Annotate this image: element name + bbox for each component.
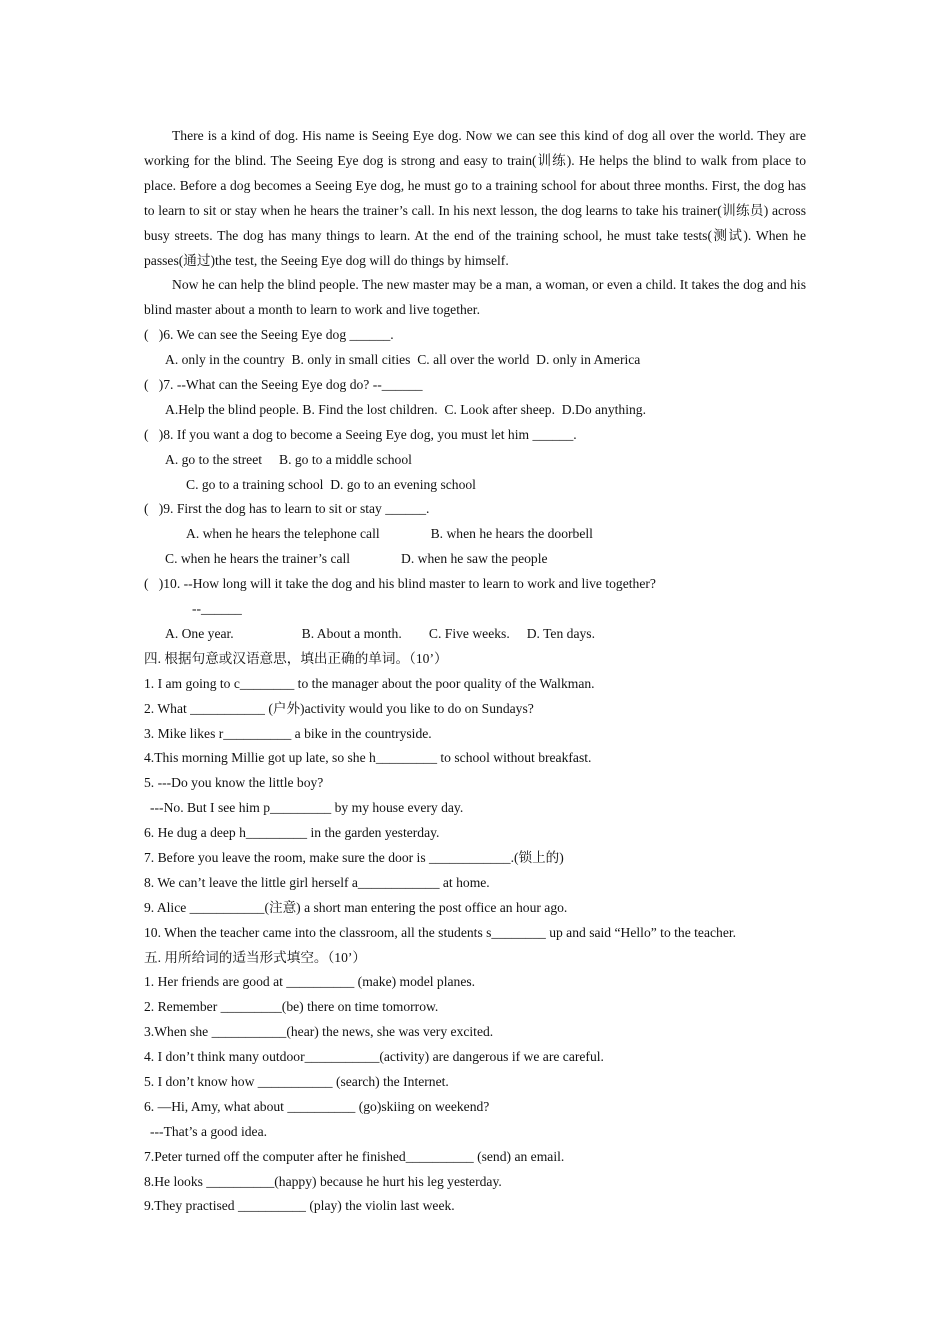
worksheet-page <box>144 124 806 1219</box>
section-5-item: 5. I don’t know how ___________ (search) the Internet. <box>144 1073 449 1089</box>
section-5 <box>144 946 806 1220</box>
question-9: ( )9. First the dog has to learn to sit or stay ______. <box>144 501 430 517</box>
question-7: ( )7. --What can the Seeing Eye dog do? --______ <box>144 377 423 393</box>
section-5-item: 1. Her friends are good at __________ (make) model planes. <box>144 974 476 990</box>
section-5-item: 7.Peter turned off the computer after he finished__________ (send) an email. <box>144 1148 565 1164</box>
question-7-options: A.Help the blind people. B. Find the lost children. C. Look after sheep. D.Do anything. <box>165 401 646 417</box>
section-4-item: 10. When the teacher came into the classroom, all the students s________ up and said “Hello” to the teacher. <box>144 924 737 940</box>
section-4-item: 6. He dug a deep h_________ in the garden yesterday. <box>144 825 440 841</box>
section-5-item: 8.He looks __________(happy) because he hurt his leg yesterday. <box>144 1173 502 1189</box>
question-10: ( )10. --How long will it take the dog and his blind master to learn to work and live together? <box>144 576 656 592</box>
reading-questions <box>144 323 806 647</box>
question-6: ( )6. We can see the Seeing Eye dog ______. <box>144 327 394 343</box>
section-4 <box>144 647 806 946</box>
section-4-item: 4.This morning Millie got up late, so she h_________ to school without breakfast. <box>144 750 592 766</box>
section-4-item: 5. ---Do you know the little boy? <box>144 775 324 791</box>
section-4-item: 8. We can’t leave the little girl herself a____________ at home. <box>144 874 490 890</box>
question-8: ( )8. If you want a dog to become a Seeing Eye dog, you must let him ______. <box>144 426 577 442</box>
question-9-options-ab: A. when he hears the telephone call B. when he hears the doorbell <box>186 526 593 542</box>
question-9-options-cd: C. when he hears the trainer’s call D. when he saw the people <box>165 551 548 567</box>
section-5-title: 五. 用所给词的适当形式填空。（10’） <box>144 949 367 965</box>
section-4-item: 1. I am going to c________ to the manager about the poor quality of the Walkman. <box>144 675 595 691</box>
section-5-item: 2. Remember _________(be) there on time tomorrow. <box>144 999 439 1015</box>
section-5-item: 4. I don’t think many outdoor___________(activity) are dangerous if we are careful. <box>144 1049 604 1065</box>
passage-paragraph-1: There is a kind of dog. His name is Seeing Eye dog. Now we can see this kind of dog all over the world. They are working for the blind. The Seeing Eye dog is strong and easy to train(训练). He helps the blind to walk from place to place. Before a dog becomes a Seeing Eye dog, he must go to a training school for about three months. First, the dog has to learn to sit or stay when he hears the trainer’s call. In his next lesson, the dog learns to take his trainer(训练员) across busy streets. The dog has many things to learn. At the end of the training school, he must take tests(测试). When he passes(通过)the test, the Seeing Eye dog will do things by himself. <box>144 128 806 268</box>
section-4-item: ---No. But I see him p_________ by my house every day. <box>150 800 464 816</box>
question-10-answer-blank: --______ <box>192 601 242 617</box>
section-4-item: 3. Mike likes r__________ a bike in the countryside. <box>144 725 432 741</box>
section-4-item: 2. What ___________ (户外)activity would you like to do on Sundays? <box>144 700 534 716</box>
section-5-item: 3.When she ___________(hear) the news, she was very excited. <box>144 1024 494 1040</box>
section-4-item: 9. Alice ___________(注意) a short man entering the post office an hour ago. <box>144 899 568 915</box>
question-6-options: A. only in the country B. only in small cities C. all over the world D. only in America <box>165 352 641 368</box>
section-5-item: ---That’s a good idea. <box>150 1123 268 1139</box>
section-4-item: 7. Before you leave the room, make sure the door is ____________.(锁上的) <box>144 849 564 865</box>
section-5-item: 9.They practised __________ (play) the violin last week. <box>144 1198 455 1214</box>
passage-paragraph-2: Now he can help the blind people. The new master may be a man, a woman, or even a child. It takes the dog and his blind master about a month to learn to work and live together. <box>144 277 806 318</box>
section-4-title: 四. 根据句意或汉语意思，填出正确的单词。（10’） <box>144 650 448 666</box>
question-10-options: A. One year. B. About a month. C. Five weeks. D. Ten days. <box>165 625 595 641</box>
section-5-item: 6. —Hi, Amy, what about __________ (go)skiing on weekend? <box>144 1098 490 1114</box>
question-8-options-ab: A. go to the street B. go to a middle school <box>165 451 412 467</box>
question-8-options-cd: C. go to a training school D. go to an evening school <box>186 476 476 492</box>
